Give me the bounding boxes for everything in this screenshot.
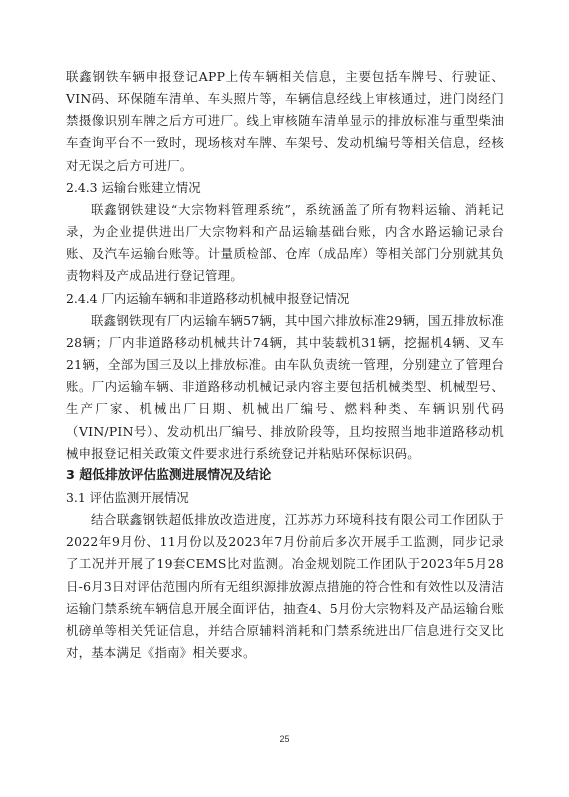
page-number: 25 (279, 734, 290, 744)
paragraph-vehicle-registration: 联鑫钢铁车辆申报登记APP上传车辆相关信息，主要包括车牌号、行驶证、VIN码、环保随车清单、车头照片等，车辆信息经线上审核通过，进门岗经门禁摄像识别车牌之后方可进厂。线上审核随车清单显示的排放标准与重型柴油车查询平台不一致时，现场核对车牌、车架号、发动机编号等相关信息，经核对无误之后方可进厂。 (66, 69, 504, 173)
page-body (66, 66, 504, 664)
paragraph-inplant-vehicles: 联鑫钢铁现有厂内运输车辆57辆，其中国六排放标准29辆，国五排放标准28辆；厂内非道路移动机械共计74辆，其中装载机31辆，挖掘机4辆、叉车21辆，全部为国三及以上排放标准。由车队负责统一管理，分别建立了管理台账。厂内运输车辆、非道路移动机械记录内容主要包括机械类型、机械型号、生产厂家、机械出厂日期、机械出厂编号、燃料种类、车辆识别代码（VIN/PIN号）、发动机出厂编号、排放阶段等，且均按照当地非道路移动机械申报登记相关政策文件要求进行系统登记并粘贴环保标识码。 (66, 312, 504, 461)
heading-2-4-3: 2.4.3 运输台账建立情况 (66, 179, 201, 195)
heading-2-4-4: 2.4.4 厂内运输车辆和非道路移动机械申报登记情况 (66, 290, 350, 306)
heading-3-1: 3.1 评估监测开展情况 (66, 489, 189, 505)
paragraph-transport-ledger: 联鑫钢铁建设“大宗物料管理系统”，系统涵盖了所有物料运输、消耗记录，为企业提供进出厂大宗物料和产品运输基础台账，内含水路运输记录台账、及汽车运输台账等。计量质检部、仓库（成品库）等相关部门分别就其负责物料及产成品进行登记管理。 (66, 201, 504, 284)
heading-section-3: 3 超低排放评估监测进展情况及结论 (66, 467, 272, 483)
paragraph-monitoring: 结合联鑫钢铁超低排放改造进度，江苏苏力环境科技有限公司工作团队于2022年9月份、11月份以及2023年7月份前后多次开展手工监测，同步记录了工况并开展了19套CEMS比对监测。冶金规划院工作团队于2023年5月28日-6月3日对评估范围内所有无组织源排放源点措施的符合性和有效性以及清洁运输门禁系统车辆信息开展全面评估，抽查4、5月份大宗物料及产品运输台账机磅单等相关凭证信息，并结合原辅料消耗和门禁系统进出厂信息进行交叉比对，基本满足《指南》相关要求。 (66, 512, 504, 661)
